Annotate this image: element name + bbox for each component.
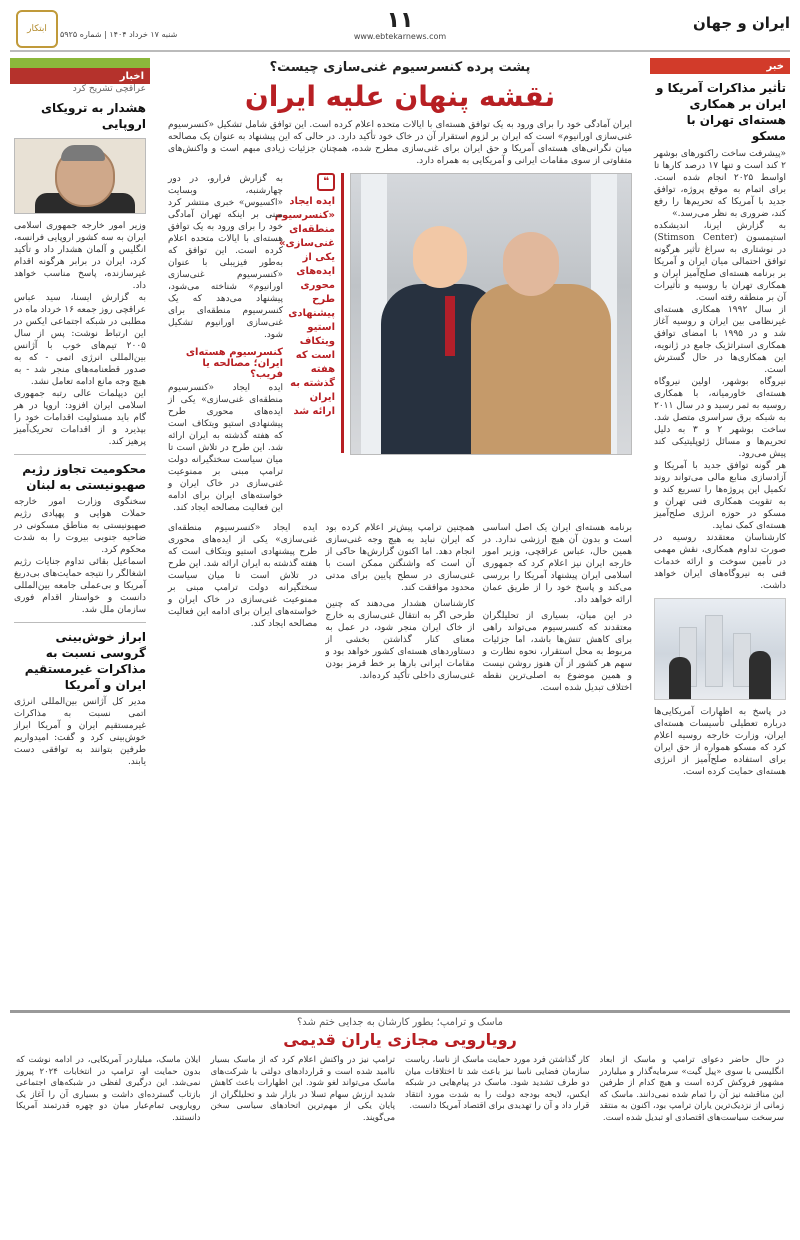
newspaper-logo: ابتکار (16, 10, 58, 48)
pull-quote-text: ایده ایجاد «کنسرسیوم منطقه‌ای غنی‌سازی» یکی از ایده‌های محوری طرح پیشنهادی استیو ویتکاف است که هفته گذشته به ایران ارائه شد (274, 196, 335, 417)
article-headline[interactable]: نقشه پنهان علیه ایران (244, 80, 556, 113)
feature-block (168, 173, 632, 514)
bottom-article (10, 1010, 790, 1231)
right-news-body: نیروگاه بوشهر، اولین نیروگاه هسته‌ای خاورمیانه، با همکاری روسیه به ثمر رسید و در سال ۲۰۱۱ به شبکه برق سراسری متصل شد. ساخت بوشهر ۲ و ۳ به دلیل تحریم‌ها و مسائل ژئوپلیتیکی کند پیش می‌رود. (654, 377, 787, 459)
right-news-body: در پاسخ به اظهارات آمریکایی‌ها درباره تعطیلی تأسیسات هسته‌ای ایران، وزارت خارجه روسیه اعلام کرد که مسکو همواره از حق ایران برای استفاده صلح‌آمیز از انرژی هسته‌ای حمایت کرده است. (654, 707, 786, 777)
araghchi-portrait (14, 138, 146, 214)
left-kicker: عراقچی تشریح کرد (72, 84, 146, 94)
right-news-body: «پیشرفت ساخت راکتورهای بوشهر ۲ کند است و تنها ۱۷ درصد کارها تا اواسط ۲۰۲۵ انجام شده است. برای اتمام به موقع پروژه، توافق جدید با آمریکا که تحریم‌ها را رفع کند، ضروری به نظر می‌رسد.» (654, 149, 786, 219)
left-news-body: سخنگوی وزارت امور خارجه حملات هوایی و پهپادی رژیم صهیونیستی به مناطق مسکونی در ضاحیه جنوبی بیروت را به شدت محکوم کرد. (14, 497, 146, 555)
right-news-body: از سال ۱۹۹۲ همکاری هسته‌ای غیرنظامی بین ایران و روسیه آغاز شد و در ۱۹۹۵ با امضای توافق همکاری استراتژیک جامع در ژانویه، این همکاری‌ها در حال گسترش است. (654, 305, 786, 375)
news-label: اخبار (10, 68, 150, 84)
article-subhead: کنسرسیوم هسته‌ای ایران؛ مصالحه یا فریب؟ (185, 347, 283, 380)
bottom-headline[interactable]: رویارویی مجازی یاران قدیمی (283, 1030, 517, 1049)
left-news-body: این دیپلمات عالی رتبه جمهوری اسلامی ایران افزود: اروپا در هر گام باید مسئولیت اقدامات خود را بپذیرد و از اقدامات تحریک‌آمیز پرهیز کند. (14, 389, 146, 447)
divider (14, 622, 146, 623)
right-news-body: کارشناسان معتقدند روسیه در صورت تداوم همکاری، نقش مهمی در تأمین سوخت و ارائه خدمات فنی به نیروگاه‌های ایران خواهد داشت. (654, 533, 786, 591)
page-header (10, 8, 790, 52)
page-number: ۱۱ (386, 8, 414, 33)
article-text: برنامه هسته‌ای ایران یک اصل اساسی است و بدون آن هیچ ارزشی ندارد. در همین حال، عباس عراقچی، وزیر امور خارجه ایران نیز اعلام کرد که جمهوری اسلامی ایران پیشنهاد آمریکا را بررسی می‌کند و پاسخ خود را از طریق عمان ارائه خواهد داد. (482, 523, 632, 605)
article-lead: ایران آمادگی خود را برای ورود به یک توافق هسته‌ای با ایالات متحده اعلام کرده است. این توافق شامل تشکیل «کنسرسیوم غنی‌سازی اورانیوم» است که ایران بر لزوم استقرار آن در خاک خود تأکید دارد. در حالی که این پیشنهاد به عنوان یک مصالحه میان نگرانی‌های هسته‌ای آمریکا و حق ایران برای غنی‌سازی مطرح شده، همچنان جزئیات زیادی مبهم است و واکنش‌های متفاوتی از سوی مقامات ایرانی و آمریکایی به همراه دارد. (168, 120, 632, 166)
handshake-photo (350, 173, 632, 455)
left-news-title[interactable]: ابراز خوش‌بینی گروسی نسبت به مذاکرات غیرمستقیم ایران و آمریکا (24, 630, 146, 692)
left-news-body: به گزارش ایسنا، سید عباس عراقچی روز جمعه ۱۶ خرداد ماه در مطلبی در شبکه اجتماعی ایکس در این ارتباط نوشت: پس از سال ۲۰۰۵ تیم‌های خوب با آژانس بین‌المللی انرژی اتمی - که به صدور قطعنامه‌های منجر شد - به هیچ وجه مانع ادامه تعامل نشد. (14, 293, 146, 387)
article-column (483, 522, 632, 694)
article-text: ایده ایجاد «کنسرسیوم منطقه‌ای غنی‌سازی» یکی از ایده‌های محوری طرح پیشنهادی استیو ویتکاف است که هفته گذشته به ایران ارائه شد. این طرح در تلاش است تا میان سیاست سختگیرانه دولت ترامپ مبنی بر ممنوعیت غنی‌سازی در خاک ایران و خواسته‌های ایران برای ادامه این فعالیت مصالحه ایجاد کند. (168, 383, 283, 513)
bottom-text: در حال حاضر دعوای ترامپ و ماسک از ابعاد انگلیسی با سوی «پیل گیت» سرمایه‌گذار و میلیاردر مشهور فروکش کرده است و هیچ کدام از طرفین این مناقشه نیز آن را تمام شده نمی‌دانند. ماسک که زمانی از نزدیک‌ترین یاران ترامپ بود، اکنون به منتقد سرسخت سیاست‌های اقتصادی او تبدیل شده است. (599, 1055, 784, 1123)
left-news-title[interactable]: محکومیت تجاوز رژیم صهیونیستی به لبنان (22, 462, 146, 492)
quote-icon: ❝ (317, 173, 335, 191)
site-url[interactable]: www.ebtekarnews.com (353, 32, 447, 41)
bottom-text: کار گذاشتن فرد مورد حمایت ماسک از ناسا، ریاست سازمان فضایی ناسا نیز باعث شد تا اختلافات میان دو طرف تشدید شود. ماسک در پیام‌هایی در شبکه ایکس، لایحه بودجه دولت را به شدت مورد انتقاد قرار داد و آن را تهدیدی برای اقتصاد آمریکا دانست. (405, 1055, 590, 1111)
bottom-text: ایلان ماسک، میلیاردر آمریکایی، در ادامه نوشت که بدون حمایت او، ترامپ در انتخابات ۲۰۲۴ پیروز نمی‌شد. این درگیری لفظی در شبکه‌های اجتماعی بازتاب گسترده‌ای داشت و بسیاری آن را آغاز یک رویارویی تمام‌عیار میان دو چهره قدرتمند آمریکا دانستند. (16, 1055, 201, 1123)
bottom-text: ترامپ نیز در واکنش اعلام کرد که از ماسک بسیار ناامید شده است و قراردادهای دولتی با شرکت‌های ماسک می‌تواند لغو شود. این اظهارات باعث کاهش شدید ارزش سهام تسلا در بازار شد و تحلیلگران از پایان یکی از مهم‌ترین اتحادهای سیاسی سخن می‌گویند. (210, 1055, 395, 1123)
article-column (168, 173, 283, 514)
right-news-body: هر گونه توافق جدید با آمریکا و آزادسازی منابع مالی می‌تواند روند تکمیل این پروژه‌ها را تسریع کند و به تقویت همکاری فنی تهران و مسکو در حوزه انرژی صلح‌آمیز هسته‌ای کمک نماید. (654, 461, 786, 531)
article-text: در این میان، بسیاری از تحلیلگران معتقدند که کنسرسیوم می‌تواند راهی برای کاهش تنش‌ها باشد، اما جزئیات مربوط به محل استقرار، نحوه نظارت و سهم هر کشور از آن هنوز روشن نیست و همین موضوع به اصلی‌ترین نقطه اختلاف تبدیل شده است. (482, 611, 632, 693)
accent-strip (10, 58, 150, 68)
article-kicker: پشت پرده کنسرسیوم غنی‌سازی چیست؟ (269, 60, 531, 75)
section-title: ایران و جهان (693, 14, 790, 32)
nuclear-plant-photo (654, 598, 786, 700)
left-news-body: وزیر امور خارجه جمهوری اسلامی ایران به سه کشور اروپایی فرانسه، انگلیس و آلمان هشدار داد و تأکید کرد، ایران در برابر هرگونه اقدام غیرسازنده، پاسخ مناسب خواهد داد. (14, 221, 146, 291)
pull-quote (274, 173, 344, 453)
right-news-title[interactable]: تأثیر مذاکرات آمریکا و ایران بر همکاری هسته‌ای تهران با مسکو (656, 81, 786, 143)
divider (14, 454, 146, 455)
article-text: همچنین ترامپ پیش‌تر اعلام کرده بود که ایران نباید به هیچ وجه غنی‌سازی انجام دهد. اما اکنون گزارش‌ها حاکی از آن است که واشنگتن ممکن است با غنی‌سازی در سطح پایین برای مدتی محدود موافقت کند. (325, 523, 475, 593)
bottom-columns (16, 1055, 784, 1124)
article-text: ایده ایجاد «کنسرسیوم منطقه‌ای غنی‌سازی» یکی از ایده‌های محوری طرح پیشنهادی استیو ویتکاف است که هفته گذشته به ایران ارائه شد. این طرح در تلاش است تا میان سیاست سختگیرانه دولت ترامپ مبنی بر ممنوعیت غنی‌سازی در خاک ایران و خواسته‌های ایران برای ادامه این فعالیت مصالحه ایجاد کند. (168, 523, 318, 629)
article-body (168, 522, 632, 694)
article-text: به گزارش فرارو، در دور چهارشنبه، وبسایت «اکسیوس» خبری منتشر کرد مبنی بر اینکه تهران آمادگی خود را برای ورود به یک توافق هسته‌ای با ایالات متحده اعلام کرده است. این توافق که به‌طور فیزیبلی با عنوان «کنسرسیوم غنی‌سازی اورانیوم» شناخته می‌شود، پیشنهاد می‌دهد که یک کنسرسیوم منطقه‌ای برای غنی‌سازی اورانیوم تشکیل شود. (168, 174, 283, 340)
right-news-body: به گزارش ایرنا، اندیشکده استیمسون (Stimson Center) در نوشتاری به سراغ تأثیر هرگونه توافق احتمالی میان ایران و آمریکا بر برنامه هسته‌ای صلح‌آمیز ایران و همکاری تهران با روسیه و تأثیرات آن بر منطقه رفته است. (654, 221, 786, 303)
left-news-column (10, 58, 150, 1008)
left-news-title[interactable]: هشدار به ترویکای اروپایی (40, 101, 146, 131)
main-article (160, 58, 640, 1008)
article-column (325, 522, 474, 694)
left-news-body: مدیر کل آژانس بین‌المللی انرژی اتمی نسبت به مذاکرات غیرمستقیم ایران و آمریکا ابراز خوش‌بینی کرد و گفت: امیدواریم طرفین بتوانند به توافقی دست یابند. (14, 697, 146, 767)
bottom-kicker: ماسک و ترامپ؛ بطور کارشان به جدایی ختم شد؟ (296, 1017, 504, 1028)
article-text: کارشناسان هشدار می‌دهند که چنین طرحی اگر به انتقال غنی‌سازی به خارج از خاک ایران منجر شود، در عمل به معنای کنار گذاشتن بخشی از دستاوردهای هسته‌ای کشور خواهد بود و مقامات ایرانی بارها بر خط قرمز بودن غنی‌سازی داخلی تأکید کرده‌اند. (325, 599, 475, 681)
issue-info: شنبه ۱۷ خرداد ۱۴۰۴ | شماره ۵۹۲۵ (60, 30, 178, 39)
news-label: خبر (650, 58, 790, 74)
right-news-column (650, 58, 790, 1008)
left-news-body: اسماعیل بقائی تداوم جنایات رژیم اشغالگر را نتیجه حمایت‌های بی‌دریغ آمریکا و بی‌عملی جامعه بین‌المللی دانست و خواستار اقدام فوری سازمان ملل شد. (14, 557, 146, 615)
article-column (168, 522, 317, 694)
